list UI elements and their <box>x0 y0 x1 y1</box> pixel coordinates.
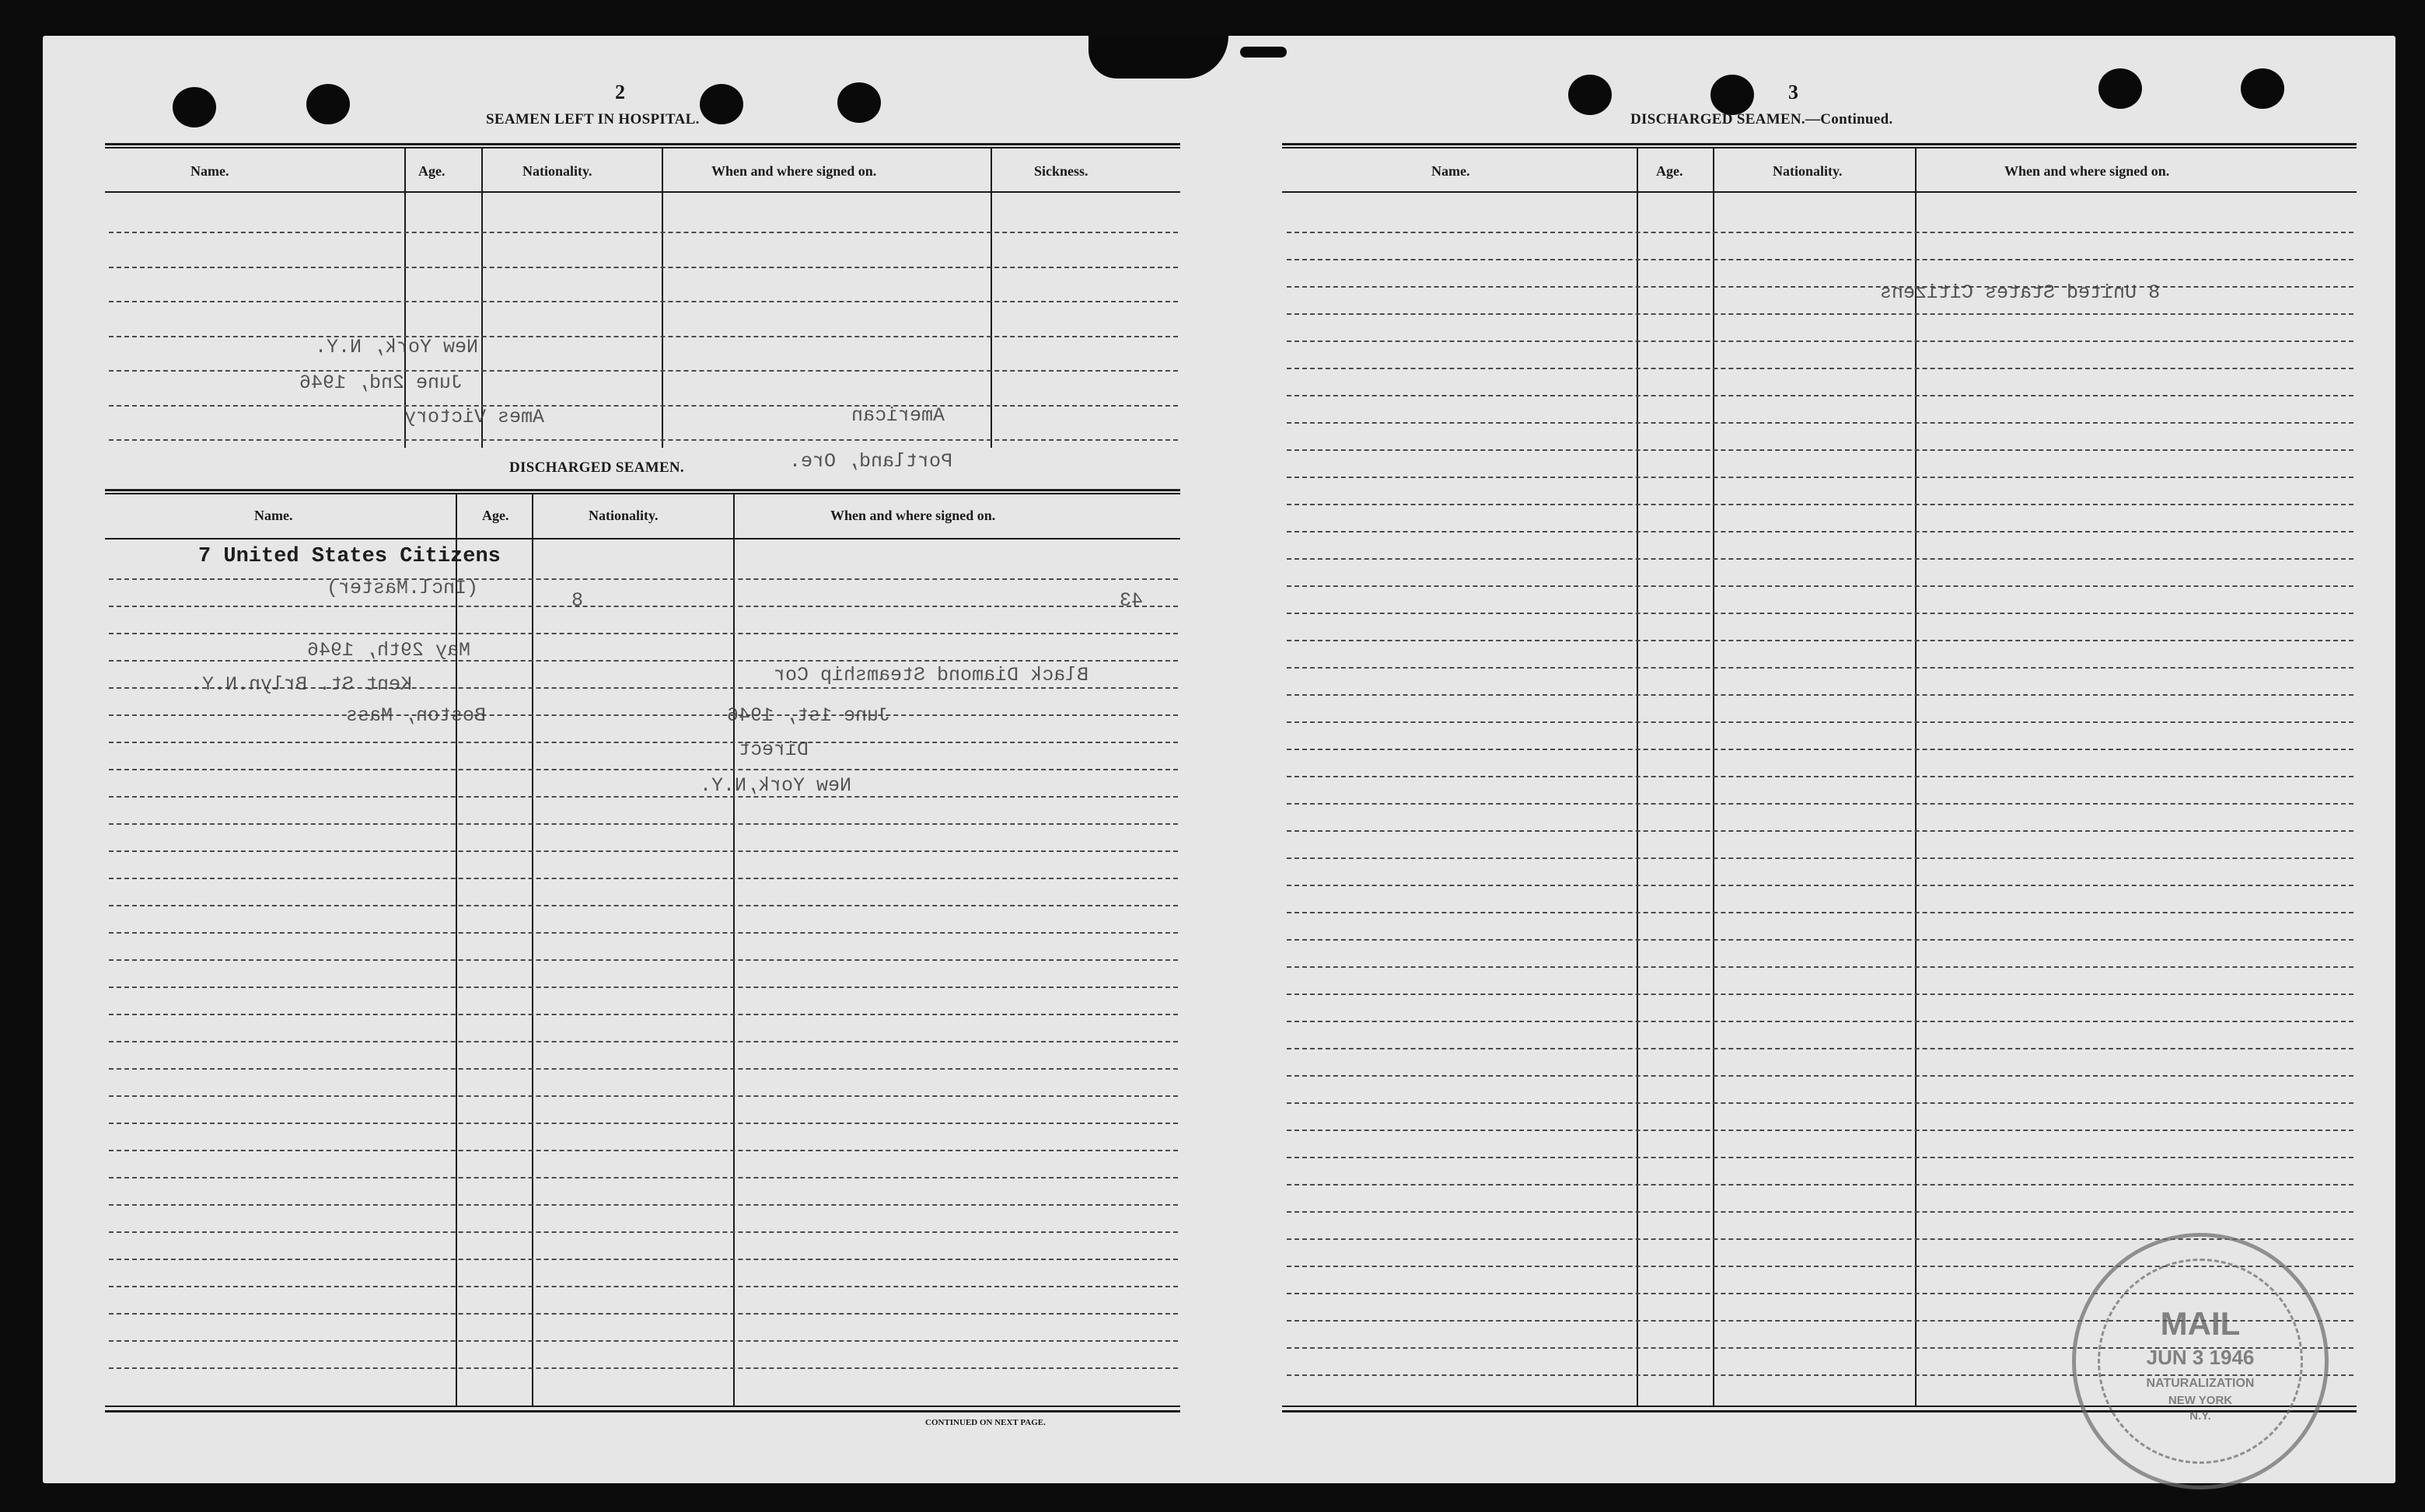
col-nationality: Nationality. <box>522 163 592 179</box>
col-signed-on: When and where signed on. <box>830 508 996 523</box>
rule <box>105 143 1180 145</box>
rule <box>105 493 1180 494</box>
ruled-line <box>109 905 1178 906</box>
ruled-line <box>1287 613 2353 614</box>
document-sheet <box>43 36 2395 1483</box>
ruled-line <box>1287 803 2353 805</box>
stamp-word: MAIL <box>2160 1305 2241 1342</box>
ruled-line <box>1287 1021 2353 1022</box>
bleed-count: 8 <box>571 589 584 612</box>
rule <box>1282 191 2357 193</box>
ruled-line <box>1287 259 2353 260</box>
ruled-line <box>1287 966 2353 968</box>
bleed-address: Kent St. Brlyn.N.Y. <box>190 673 413 696</box>
paper-tear <box>1240 47 1287 58</box>
paper-tear <box>1088 36 1228 79</box>
rule <box>1282 143 2357 145</box>
bleed-arrived: May 29th, 1946 <box>307 639 471 662</box>
rule <box>105 191 1180 193</box>
col-name: Name. <box>254 508 293 523</box>
col-divider <box>481 148 483 448</box>
discharged-heading: DISCHARGED SEAMEN. <box>509 459 684 476</box>
ruled-line <box>109 660 1178 662</box>
ruled-line <box>1287 749 2353 750</box>
punch-hole <box>700 84 743 124</box>
ruled-line <box>109 850 1178 852</box>
ruled-line <box>1287 885 2353 886</box>
ruled-line <box>1287 667 2353 669</box>
ruled-line <box>109 1068 1178 1070</box>
bleed-company: Black Diamond Steamship Cor <box>774 664 1089 686</box>
bleed-new-york: New York,N.Y. <box>700 774 852 797</box>
ruled-line <box>109 1259 1178 1260</box>
ruled-line <box>1287 993 2353 995</box>
ruled-line <box>1287 504 2353 505</box>
ruled-line <box>1287 721 2353 723</box>
ruled-line <box>1287 694 2353 696</box>
col-signed-on: When and where signed on. <box>711 163 877 179</box>
ruled-line <box>1287 368 2353 369</box>
ruled-line <box>1287 395 2353 396</box>
ruled-line <box>109 1367 1178 1369</box>
bleed-boston: Boston, Mass <box>346 704 487 727</box>
stamp-date: JUN 3 1946 <box>2146 1346 2255 1369</box>
rule <box>105 538 1180 540</box>
ruled-line <box>109 232 1178 233</box>
ruled-line <box>1287 857 2353 859</box>
ruled-line <box>1287 1130 2353 1131</box>
bleed-right-citizens: 8 United States Citizens <box>1880 281 2161 304</box>
ruled-line <box>109 1177 1178 1179</box>
bleed-incl-master: (Incl.Master) <box>327 577 479 599</box>
ruled-line <box>109 1150 1178 1151</box>
bleed-direct: Direct <box>739 739 809 761</box>
rule <box>105 147 1180 148</box>
ruled-line <box>1287 1102 2353 1104</box>
discharged-entry: 7 United States Citizens <box>198 545 501 568</box>
ruled-line <box>1287 232 2353 233</box>
bleed-vessel: Ames Victory <box>404 406 545 428</box>
rule <box>1282 147 2357 148</box>
ruled-line <box>109 370 1178 372</box>
col-divider <box>532 494 533 1405</box>
col-sickness: Sickness. <box>1034 163 1088 179</box>
rule <box>105 1405 1180 1407</box>
ruled-line <box>109 1204 1178 1206</box>
col-nationality: Nationality. <box>1773 163 1843 179</box>
ruled-line <box>1287 912 2353 913</box>
ruled-line <box>1287 422 2353 424</box>
stamp-line: NATURALIZATION <box>2146 1377 2255 1390</box>
ruled-line <box>109 301 1178 302</box>
ruled-line <box>109 267 1178 268</box>
ruled-line <box>1287 1048 2353 1049</box>
ruled-line <box>109 606 1178 607</box>
ruled-line <box>109 439 1178 441</box>
ruled-line <box>109 1041 1178 1042</box>
ruled-line <box>109 336 1178 337</box>
rule <box>105 1410 1180 1412</box>
col-name: Name. <box>1431 163 1470 179</box>
continued-note: CONTINUED ON NEXT PAGE. <box>925 1418 1046 1427</box>
col-divider <box>733 494 735 1405</box>
ruled-line <box>109 1123 1178 1124</box>
stamp-line: NEW YORK <box>2168 1394 2233 1407</box>
ruled-line <box>109 796 1178 798</box>
col-age: Age. <box>418 163 446 179</box>
ruled-line <box>1287 1075 2353 1077</box>
punch-hole <box>837 82 881 123</box>
punch-hole <box>1568 75 1612 115</box>
discharged-continued-heading: DISCHARGED SEAMEN.—Continued. <box>1630 111 1893 127</box>
ruled-line <box>109 1014 1178 1015</box>
ruled-line <box>109 823 1178 825</box>
ruled-line <box>109 578 1178 580</box>
mail-received-stamp <box>2072 1233 2329 1489</box>
col-divider <box>456 494 457 1405</box>
ruled-line <box>109 1313 1178 1315</box>
ruled-line <box>1287 1211 2353 1213</box>
ruled-line <box>109 742 1178 743</box>
col-nationality: Nationality. <box>589 508 659 523</box>
bleed-date: June 2nd, 1946 <box>299 372 463 394</box>
punch-hole <box>2241 68 2284 109</box>
ruled-line <box>109 1340 1178 1342</box>
ruled-line <box>1287 558 2353 560</box>
hospital-heading: SEAMEN LEFT IN HOSPITAL. <box>486 111 700 127</box>
ruled-line <box>1287 531 2353 533</box>
bleed-june: June 1st, 1946 <box>727 704 891 727</box>
col-divider <box>991 148 992 448</box>
ruled-line <box>1287 830 2353 832</box>
ruled-line <box>109 959 1178 961</box>
ruled-line <box>109 1286 1178 1287</box>
ruled-line <box>109 714 1178 716</box>
ruled-line <box>1287 585 2353 587</box>
ruled-line <box>109 769 1178 770</box>
stamp-line: N.Y. <box>2189 1409 2211 1423</box>
bleed-port: New York, N.Y. <box>315 336 479 358</box>
ruled-line <box>109 633 1178 634</box>
ruled-line <box>1287 640 2353 641</box>
bleed-count: 43 <box>1120 589 1144 612</box>
col-name: Name. <box>190 163 229 179</box>
ruled-line <box>109 1231 1178 1233</box>
ruled-line <box>109 878 1178 879</box>
page-number: 3 <box>1788 81 1798 103</box>
ruled-line <box>1287 776 2353 777</box>
punch-hole <box>2098 68 2142 109</box>
rule <box>105 489 1180 491</box>
ruled-line <box>1287 1157 2353 1158</box>
punch-hole <box>173 87 216 127</box>
bleed-nationality: American <box>851 404 945 427</box>
ruled-line <box>109 1095 1178 1097</box>
ruled-line <box>1287 1184 2353 1186</box>
ruled-line <box>109 986 1178 988</box>
col-age: Age. <box>482 508 509 523</box>
bleed-from-port: Portland, Ore. <box>789 450 953 473</box>
ruled-line <box>109 405 1178 407</box>
ruled-line <box>1287 477 2353 478</box>
ruled-line <box>1287 286 2353 288</box>
col-divider <box>662 148 663 448</box>
col-divider <box>404 148 406 448</box>
col-signed-on: When and where signed on. <box>2004 163 2170 179</box>
ruled-line <box>1287 939 2353 941</box>
ruled-line <box>1287 313 2353 315</box>
ruled-line <box>1287 449 2353 451</box>
punch-hole <box>1710 75 1754 115</box>
col-age: Age. <box>1656 163 1683 179</box>
punch-hole <box>306 84 350 124</box>
ruled-line <box>1287 340 2353 342</box>
page-number: 2 <box>615 81 625 103</box>
ruled-line <box>109 932 1178 934</box>
